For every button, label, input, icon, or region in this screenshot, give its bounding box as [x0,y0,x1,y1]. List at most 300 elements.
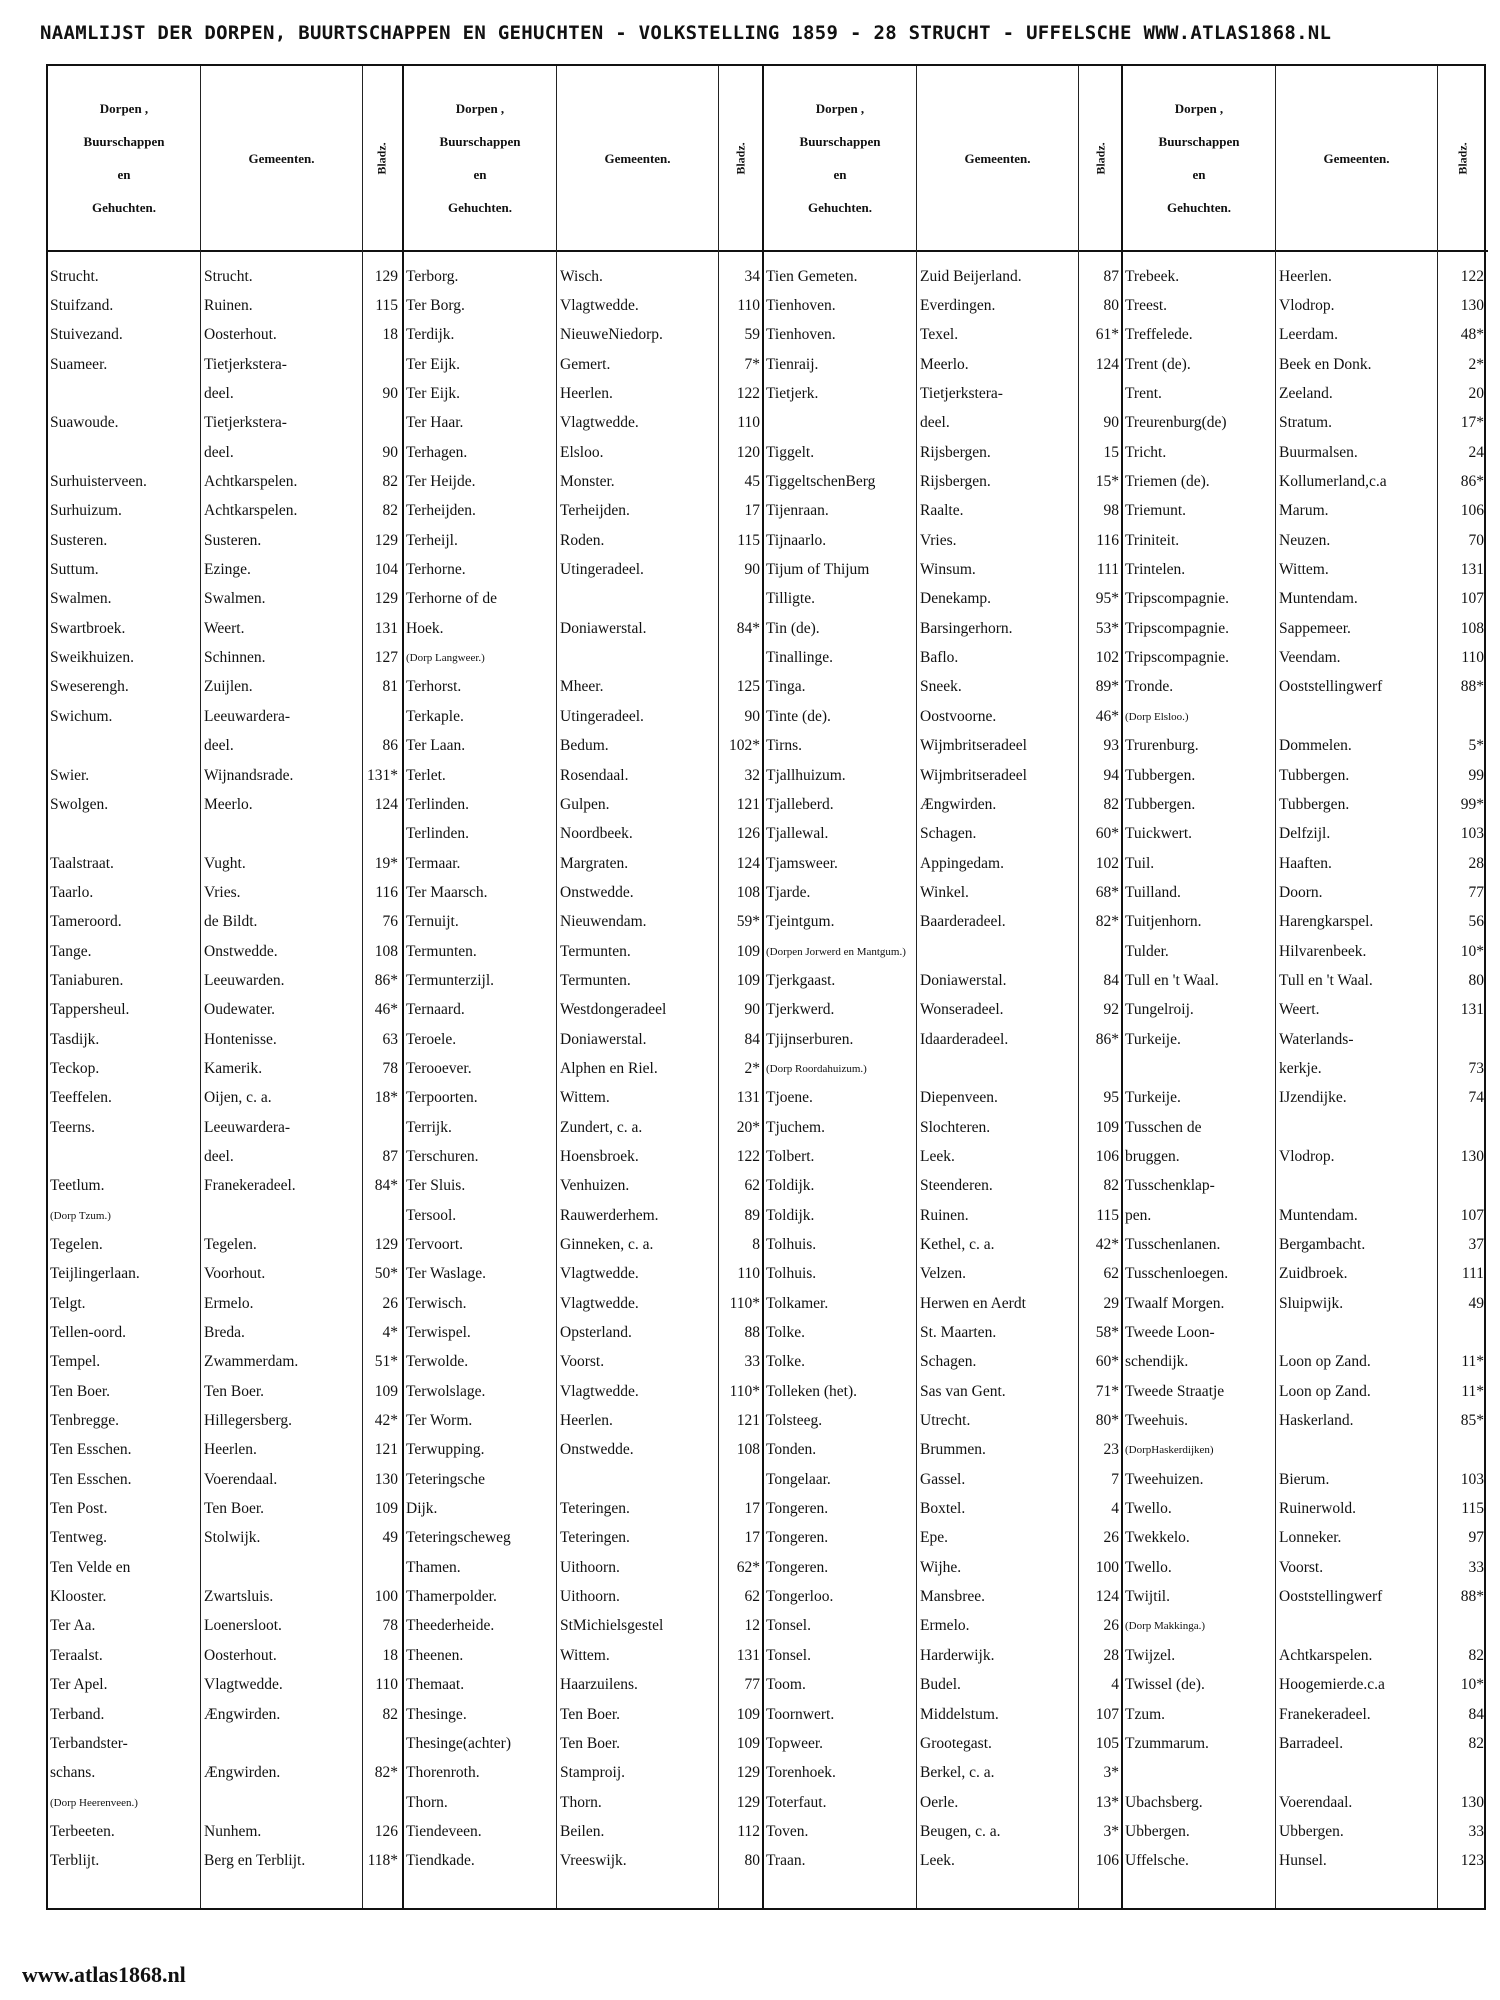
table-row [764,673,1123,702]
place-name: Tubbergen. [1125,795,1196,813]
municipality-name: Haskerland. [1279,1412,1354,1430]
page-number: 18 [382,1646,398,1664]
page-number: 92 [1103,1001,1119,1019]
page-number: 82 [1468,1646,1484,1664]
municipality-name: Onstwedde. [204,942,278,960]
table-row [48,1025,402,1054]
place-name: Tweede Straatje [1125,1382,1225,1400]
municipality-name: Stratum. [1279,414,1332,432]
municipality-name: Vries. [920,531,957,549]
municipality-name: Lonneker. [1279,1529,1342,1547]
page-number: 80 [1103,297,1119,315]
table-row [48,1348,402,1377]
municipality-name: Achtkarspelen. [204,473,298,491]
table-row [48,379,402,408]
website-footer: www.atlas1868.nl [22,1962,186,1987]
page-number: 62* [736,1558,760,1576]
table-row [764,526,1123,555]
municipality-name: Velzen. [920,1265,967,1283]
place-name: Tolke. [766,1353,805,1371]
municipality-name: Doniawerstal. [560,619,647,637]
municipality-column-header: Gemeenten. [200,66,362,250]
page-number: 26 [382,1294,398,1312]
page-number: 111 [1096,561,1119,579]
municipality-name: Baarderadeel. [920,913,1006,931]
table-row [48,526,402,555]
municipality-name: Marum. [1279,502,1329,520]
place-name: Tolke. [766,1324,805,1342]
page-number: 130 [1460,297,1484,315]
municipality-name: Leek. [920,1147,955,1165]
place-name: Ter Eijk. [406,385,461,403]
municipality-name: Tubbergen. [1279,795,1350,813]
page-number: 85* [1460,1412,1484,1430]
municipality-name: Vreeswijk. [560,1852,627,1870]
table-row [1123,1759,1488,1788]
table-row [48,820,402,849]
municipality-name: Diepenveen. [920,1089,998,1107]
page-number: 7 [1111,1470,1119,1488]
place-name: Ten Esschen. [50,1470,132,1488]
place-name: Thorenroth. [406,1764,480,1782]
page-number: 93 [1103,737,1119,755]
page-number: 106 [1460,502,1484,520]
municipality-name: Zuidbroek. [1279,1265,1348,1283]
place-name: Tongeren. [766,1500,829,1518]
page-number: 115 [375,297,398,315]
table-row [48,1406,402,1435]
municipality-name: Nunhem. [204,1822,262,1840]
place-name: Twaalf Morgen. [1125,1294,1225,1312]
table-row [48,585,402,614]
municipality-name: Doorn. [1279,883,1323,901]
place-column-header [764,66,916,250]
page-number: 59 [744,326,760,344]
table-row [1123,1113,1488,1142]
place-name: Tienraij. [766,355,819,373]
place-name: Tjijnserburen. [766,1030,854,1048]
municipality-name: Haaften. [1279,854,1332,872]
table-row [404,1172,764,1201]
place-header-line: Dorpen , [1174,101,1224,116]
place-name: Twijzel. [1125,1646,1176,1664]
place-header-line: Buurschappen [83,134,165,149]
page-number: 110* [729,1294,760,1312]
municipality-name: Waterlands- [1279,1030,1354,1048]
page-number: 78 [382,1617,398,1635]
place-name: Terhorne of de [406,590,498,608]
page-number: 116 [1096,531,1119,549]
table-row [1123,497,1488,526]
page-number: 109 [374,1500,398,1518]
page-number: 90 [744,707,760,725]
place-name: Terheijl. [406,531,458,549]
municipality-name: Vlagtwedde. [560,1265,639,1283]
page-number: 58* [1095,1324,1119,1342]
place-header-line: en [833,167,847,182]
municipality-name: deel. [204,385,234,403]
table-row [1123,1612,1488,1641]
page-number: 129 [736,1764,760,1782]
place-name: Toterfaut. [766,1793,827,1811]
place-name: Tull en 't Waal. [1125,971,1219,989]
page-header-label: Bladz. [734,141,748,175]
table-row [1123,878,1488,907]
place-name: Taalstraat. [50,854,114,872]
table-row [48,1142,402,1171]
table-row [764,849,1123,878]
page-number: 60* [1095,825,1119,843]
place-name: Tricht. [1125,443,1167,461]
place-name: Ter Aa. [50,1617,96,1635]
municipality-name: Schinnen. [204,649,266,667]
page-number: 112 [737,1822,760,1840]
place-name: Tijnaarlo. [766,531,827,549]
municipality-name: deel. [204,737,234,755]
place-name: Turkeije. [1125,1030,1181,1048]
place-name: Tange. [50,942,92,960]
table-row [48,1289,402,1318]
place-name: Swichum. [50,707,113,725]
municipality-name: Beilen. [560,1822,605,1840]
municipality-column-header: Gemeenten. [556,66,718,250]
municipality-name: Voorst. [1279,1558,1324,1576]
municipality-name: Zundert, c. a. [560,1118,643,1136]
page-number: 26 [1103,1617,1119,1635]
place-header-line: en [1192,167,1206,182]
place-name: Twello. [1125,1558,1172,1576]
municipality-name: Wisch. [560,267,603,285]
table-row [404,908,764,937]
place-header-line: Buurschappen [439,134,521,149]
municipality-name: Doniawerstal. [560,1030,647,1048]
page-number: 42* [1095,1236,1119,1254]
place-name: Taniaburen. [50,971,124,989]
table-row [48,1553,402,1582]
page-number: 77 [1468,883,1484,901]
page-column-header [1437,66,1488,250]
municipality-name: Tull en 't Waal. [1279,971,1373,989]
place-name: Surhuisterveen. [50,473,147,491]
table-row [1123,702,1488,731]
place-name: Tolkamer. [766,1294,829,1312]
table-row [1123,908,1488,937]
table-row [1123,966,1488,995]
table-row [764,1289,1123,1318]
municipality-name: Noordbeek. [560,825,633,843]
municipality-name: Ooststellingwerf [1279,1588,1383,1606]
place-header-line: Buurschappen [799,134,881,149]
place-name: Tronde. [1125,678,1174,696]
municipality-name: Teteringen. [560,1500,630,1518]
table-row [404,790,764,819]
place-name: Treffelede. [1125,326,1193,344]
table-row [48,1700,402,1729]
place-name: Traan. [766,1852,806,1870]
place-header-line: en [473,167,487,182]
place-name: Treurenburg(de) [1125,414,1227,432]
municipality-column-header: Gemeenten. [1275,66,1437,250]
place-name: Thamen. [406,1558,461,1576]
place-name: Tweehuizen. [1125,1470,1204,1488]
table-row [1123,1436,1488,1465]
table-row [764,497,1123,526]
table-row [404,966,764,995]
place-name: Tuickwert. [1125,825,1193,843]
municipality-name: Loon op Zand. [1279,1353,1371,1371]
table-row [764,937,1123,966]
place-header-line: Buurschappen [1158,134,1240,149]
municipality-name: Vlagtwedde. [560,414,639,432]
page-number: 50* [374,1265,398,1283]
table-row [1123,1289,1488,1318]
table-row [48,555,402,584]
page-number: 90 [744,561,760,579]
municipality-name: Hilvarenbeek. [1279,942,1367,960]
table-row [48,1260,402,1289]
municipality-name: Appingedam. [920,854,1004,872]
place-header-line: Dorpen , [455,101,505,116]
page-number: 131 [736,1089,760,1107]
place-name: Teijlingerlaan. [50,1265,140,1283]
page-number: 122 [736,385,760,403]
table-row [764,614,1123,643]
page-number: 3* [1103,1764,1119,1782]
place-name: Termunterzijl. [406,971,495,989]
page-number: 98 [1103,502,1119,520]
municipality-name: Heerlen. [560,1412,613,1430]
table-row [764,966,1123,995]
page-number: 95 [1103,1089,1119,1107]
table-row [764,1817,1123,1846]
table-row [764,1700,1123,1729]
page-number: 130 [1460,1793,1484,1811]
table-row [404,1582,764,1611]
table-row [404,555,764,584]
page-number: 84 [1103,971,1119,989]
column-header-row [48,66,402,252]
table-row [48,1084,402,1113]
column-group-4 [1121,66,1488,1908]
table-row [48,614,402,643]
page-number: 33 [1468,1822,1484,1840]
municipality-name: Barradeel. [1279,1734,1344,1752]
page-number: 82* [1095,913,1119,931]
page-column-header [1078,66,1123,250]
place-name: Ter Maarsch. [406,883,488,901]
page-number: 121 [736,795,760,813]
table-row [764,1847,1123,1876]
municipality-name: Utingeradeel. [560,707,644,725]
municipality-name: Winkel. [920,883,969,901]
table-row [48,1465,402,1494]
page-number: 116 [375,883,398,901]
page-number: 109 [1095,1118,1119,1136]
municipality-name: Ezinge. [204,561,251,579]
page-number: 86* [1095,1030,1119,1048]
place-name: Tilligte. [766,590,815,608]
table-row [1123,1172,1488,1201]
municipality-name: Vlagtwedde. [560,1294,639,1312]
municipality-name: Everdingen. [920,297,996,315]
table-row [404,1025,764,1054]
municipality-name: Zwartsluis. [204,1588,274,1606]
municipality-name: Kollumerland,c.a [1279,473,1387,491]
municipality-name: Tietjerkstera- [204,414,287,432]
municipality-name: Margraten. [560,854,629,872]
page-number: 106 [1095,1147,1119,1165]
place-name: Twello. [1125,1500,1172,1518]
table-row [404,1465,764,1494]
place-header-line: Dorpen , [99,101,149,116]
page-number: 10* [1460,1676,1484,1694]
page-header-label: Bladz. [375,141,389,175]
page-number: 15* [1095,473,1119,491]
page-number: 82* [374,1764,398,1782]
table-row [48,1172,402,1201]
place-name: Tersool. [406,1206,457,1224]
table-row [48,702,402,731]
municipality-name: Westdongeradeel [560,1001,667,1019]
place-name: Tameroord. [50,913,122,931]
table-row [1123,732,1488,761]
municipality-name: Wittem. [560,1089,610,1107]
table-row [404,1289,764,1318]
page-number: 110* [729,1382,760,1400]
place-name: Tjoene. [766,1089,813,1107]
page-number: 125 [736,678,760,696]
page-number: 53* [1095,619,1119,637]
page-number: 8 [752,1236,760,1254]
table-row [404,497,764,526]
table-row [404,1084,764,1113]
place-name: Terlet. [406,766,446,784]
place-name: Ter Borg. [406,297,465,315]
table-row [1123,1553,1488,1582]
place-name: Tasdijk. [50,1030,100,1048]
municipality-name: Franekeradeel. [1279,1705,1371,1723]
table-row [764,643,1123,672]
entry-list [404,262,764,1876]
table-row [764,379,1123,408]
page-number: 124 [374,795,398,813]
place-name: Terlinden. [406,795,470,813]
table-row [764,1201,1123,1230]
table-row [764,1230,1123,1259]
municipality-name: St. Maarten. [920,1324,997,1342]
page-number: 110 [375,1676,398,1694]
page-number: 77 [744,1676,760,1694]
table-row [1123,761,1488,790]
table-row [48,1054,402,1083]
place-name: Tonden. [766,1441,817,1459]
table-row [764,1142,1123,1171]
municipality-name: Boxtel. [920,1500,966,1518]
place-name: Terpoorten. [406,1089,478,1107]
page-number: 106 [1095,1852,1119,1870]
page-number: 102* [729,737,760,755]
page-number: 17 [744,502,760,520]
page-number: 130 [374,1470,398,1488]
table-row [764,1406,1123,1435]
table-row [1123,1348,1488,1377]
municipality-name: Sluipwijk. [1279,1294,1344,1312]
page-number: 49 [1468,1294,1484,1312]
municipality-name: Hontenisse. [204,1030,277,1048]
municipality-name: Stolwijk. [204,1529,261,1547]
place-name: (Dorpen Jorwerd en Mantgum.) [766,945,906,958]
table-row [404,438,764,467]
place-name: Tinte (de). [766,707,831,725]
table-row [404,1817,764,1846]
page-number: 131 [1460,1001,1484,1019]
table-row [404,1113,764,1142]
table-row [764,732,1123,761]
place-name: Tijenraan. [766,502,829,520]
municipality-name: Bedum. [560,737,609,755]
place-name: Telgt. [50,1294,86,1312]
table-row [404,321,764,350]
place-name: Tellen-oord. [50,1324,126,1342]
page-number: 81 [382,678,398,696]
page-number: 118* [367,1852,398,1870]
place-name: Tjallewal. [766,825,829,843]
municipality-name: deel. [920,414,950,432]
table-row [404,1847,764,1876]
table-row [764,1553,1123,1582]
page-number: 62 [744,1588,760,1606]
page-number: 100 [374,1588,398,1606]
place-column-header [48,66,200,250]
place-name: Ten Post. [50,1500,108,1518]
table-row [48,1436,402,1465]
table-row [404,1612,764,1641]
municipality-name: Baflo. [920,649,959,667]
municipality-name: Opsterland. [560,1324,632,1342]
table-row [404,1641,764,1670]
place-name: Teetlum. [50,1177,105,1195]
table-row [404,702,764,731]
table-row [764,1494,1123,1523]
municipality-name: Nieuwendam. [560,913,647,931]
page-number: 17 [744,1500,760,1518]
page-number: 97 [1468,1529,1484,1547]
table-row [764,1348,1123,1377]
municipality-name: Gulpen. [560,795,610,813]
page-number: 4 [1111,1500,1119,1518]
table-row [48,1759,402,1788]
place-name: Termunten. [406,942,477,960]
table-row [404,526,764,555]
table-row [764,350,1123,379]
municipality-name: Ermelo. [204,1294,254,1312]
place-name: Hoek. [406,619,444,637]
place-name: Tongeren. [766,1558,829,1576]
table-row [1123,790,1488,819]
table-row [1123,526,1488,555]
page-number: 18* [374,1089,398,1107]
table-row [764,1025,1123,1054]
place-name: Ten Boer. [50,1382,111,1400]
municipality-name: Raalte. [920,502,964,520]
municipality-name: Schagen. [920,1353,977,1371]
page-number: 109 [736,1734,760,1752]
place-name: Tusschenlanen. [1125,1236,1221,1254]
page-number: 42* [374,1412,398,1430]
municipality-name: Oerle. [920,1793,959,1811]
table-row [764,409,1123,438]
municipality-name: Delfzijl. [1279,825,1331,843]
